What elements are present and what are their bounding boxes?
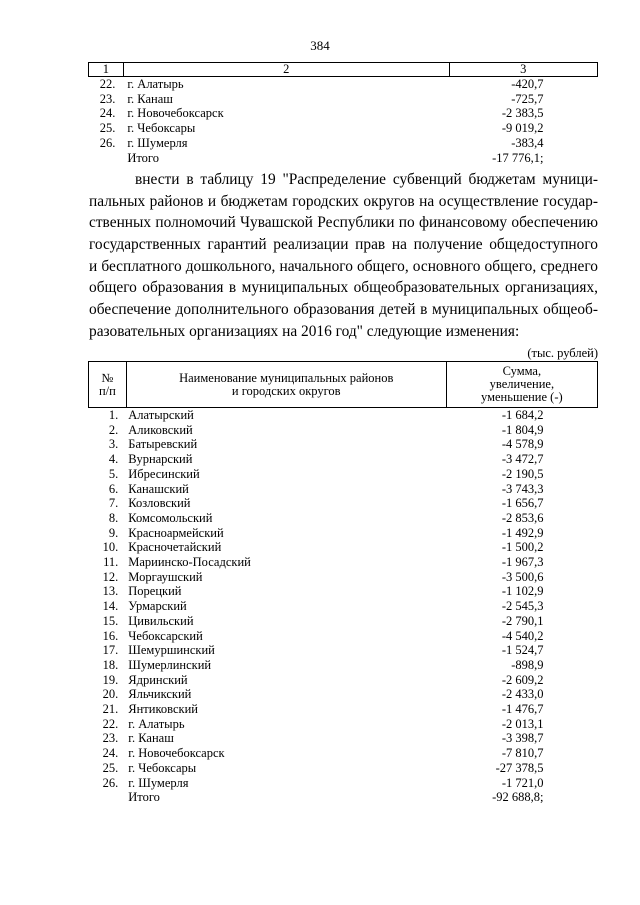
paragraph-line: ственных полномочий Чувашской Республики по финансовому обеспечению [89, 214, 598, 232]
row-name: г. Шумерля [127, 135, 188, 150]
table-row [89, 92, 598, 107]
header-number-text: № п/п [98, 370, 116, 398]
table-row [89, 555, 598, 570]
row-number: 22. [99, 77, 116, 91]
row-number: 1. [108, 408, 119, 422]
row-name: Ибресинский [128, 466, 200, 481]
row-name: г. Новочебоксарск [127, 106, 224, 121]
row-name: г. Новочебоксарск [128, 746, 225, 761]
column-header-1: 1 [89, 63, 124, 77]
table-row [89, 687, 598, 702]
table-row [89, 437, 598, 452]
row-amount: -725,7 [511, 91, 544, 106]
column-header-name [126, 362, 446, 408]
paragraph-line: разовательных организациях на 2016 год" следующие изменения: [89, 322, 520, 340]
row-amount: -4 540,2 [501, 628, 544, 643]
row-name: Шемуршинский [128, 643, 215, 658]
table-row [89, 614, 598, 629]
row-number: 23. [102, 731, 119, 746]
column-header-3: 3 [449, 63, 597, 77]
column-header-number [89, 362, 127, 408]
table-row [89, 121, 598, 136]
row-number: 26. [99, 135, 116, 150]
row-name: Янтиковский [128, 702, 198, 717]
row-number: 19. [102, 672, 119, 687]
table-row [89, 746, 598, 761]
row-amount: -2 433,0 [501, 687, 544, 702]
table-header-row [89, 63, 598, 77]
paragraph-line: пальных районов и бюджетам городских округов на осуществление государ- [89, 192, 598, 210]
paragraph-line: внести в таблицу 19 "Распределение субвенций бюджетам муници- [135, 171, 598, 188]
table-row [89, 629, 598, 644]
column-header-amount [446, 362, 597, 408]
row-amount: -3 743,3 [501, 481, 544, 496]
row-amount: -898,9 [511, 657, 544, 672]
row-name: Канашский [128, 481, 189, 496]
row-amount: -1 684,2 [501, 408, 544, 422]
row-amount: -17 776,1; [492, 150, 544, 165]
table-row [89, 570, 598, 585]
row-amount: -1 476,7 [501, 702, 544, 717]
subventions-table [88, 361, 598, 805]
row-number: 7. [108, 496, 119, 511]
paragraph-line: и бесплатного дошкольного, начального общего, основного общего, среднего [89, 257, 598, 275]
row-name: Красночетайский [128, 540, 222, 555]
row-amount: -1 721,0 [501, 775, 544, 790]
row-number: 25. [102, 760, 119, 775]
total-row [89, 151, 598, 166]
table-row [89, 761, 598, 776]
table-row [89, 776, 598, 791]
row-name: Итого [128, 790, 160, 805]
paragraph-line: обеспечение дополнительного образования детей в муниципальных общеоб- [89, 301, 598, 319]
table-row [89, 584, 598, 599]
row-amount: -2 190,5 [501, 466, 544, 481]
row-name: Цивильский [128, 613, 194, 628]
row-name: Вурнарский [128, 452, 193, 467]
row-number: 23. [99, 91, 116, 106]
table-row [89, 423, 598, 438]
row-name: г. Канаш [128, 731, 174, 746]
row-number: 8. [108, 510, 119, 525]
row-name: Козловский [128, 496, 191, 511]
units-label: (тыс. рублей) [527, 346, 598, 360]
table-row [89, 106, 598, 121]
row-number: 6. [108, 481, 119, 496]
table-row [89, 467, 598, 482]
row-number: 12. [102, 569, 119, 584]
row-number: 20. [102, 687, 119, 702]
row-number: 11. [103, 555, 119, 570]
row-amount: -2 609,2 [501, 672, 544, 687]
row-name: Чебоксарский [128, 628, 203, 643]
row-amount: -7 810,7 [501, 746, 544, 761]
row-amount: -383,4 [511, 135, 544, 150]
table-row [89, 658, 598, 673]
row-amount: -9 019,2 [501, 121, 544, 136]
row-name: Комсомольский [128, 510, 213, 525]
row-number: 14. [102, 599, 119, 614]
table-row [89, 673, 598, 688]
row-number: 5. [108, 466, 119, 481]
row-name: Шумерлинский [128, 657, 212, 672]
table-row [89, 77, 598, 92]
table-header-row [89, 362, 598, 408]
row-number: 15. [102, 613, 119, 628]
row-amount: -1 656,7 [501, 496, 544, 511]
row-amount: -1 524,7 [501, 643, 544, 658]
row-name: Аликовский [128, 422, 193, 437]
row-number: 22. [102, 716, 119, 731]
row-amount: -2 383,5 [501, 106, 544, 121]
total-row [89, 790, 598, 805]
row-amount: -2 853,6 [501, 510, 544, 525]
row-name: Батыревский [128, 437, 198, 452]
row-amount: -1 804,9 [501, 422, 544, 437]
table-row [89, 526, 598, 541]
table-row [89, 496, 598, 511]
table-row [89, 643, 598, 658]
row-amount: -1 500,2 [501, 540, 544, 555]
row-number: 4. [108, 452, 119, 467]
row-name: Красноармейский [128, 525, 224, 540]
table-row [89, 408, 598, 423]
row-number: 2. [108, 422, 119, 437]
row-amount: -1 102,9 [501, 584, 544, 599]
row-amount: -1 967,3 [501, 555, 544, 570]
paragraph-line: общего образования в муниципальных общеобразовательных организациях, [89, 279, 598, 297]
row-number: 10. [102, 540, 119, 555]
table-row [89, 702, 598, 717]
row-name: г. Алатырь [128, 716, 185, 731]
table-row [89, 136, 598, 151]
row-number [89, 151, 124, 166]
row-amount: -27 378,5 [495, 760, 544, 775]
table-row [89, 717, 598, 732]
table-row [89, 731, 598, 746]
row-amount: -3 500,6 [501, 569, 544, 584]
row-name: г. Чебоксары [128, 760, 197, 775]
row-name: Порецкий [128, 584, 182, 599]
header-amount-text: Сумма, увеличение, уменьшение (-) [481, 364, 563, 404]
row-number: 3. [108, 437, 119, 452]
row-name: Урмарский [128, 599, 187, 614]
page-number: 384 [310, 38, 330, 53]
row-name: Мариинско-Посадский [128, 555, 251, 570]
header-name-text: Наименование муниципальных районов и городских округов [179, 370, 394, 398]
row-name: г. Чебоксары [127, 121, 196, 136]
row-number: 13. [102, 584, 119, 599]
row-name: Ядринский [128, 672, 188, 687]
amendment-paragraph [89, 169, 598, 343]
table-row [89, 482, 598, 497]
row-number [89, 790, 127, 805]
row-number: 17. [102, 643, 119, 658]
row-number: 21. [102, 702, 119, 717]
row-number: 26. [102, 775, 119, 790]
row-amount: -420,7 [511, 77, 544, 91]
table-row [89, 599, 598, 614]
row-number: 24. [99, 106, 116, 121]
row-name: Моргаушский [128, 569, 203, 584]
table-row [89, 511, 598, 526]
row-amount: -2 013,1 [501, 716, 544, 731]
row-amount: -2 545,3 [501, 599, 544, 614]
row-number: 25. [99, 121, 116, 136]
paragraph-line: государственных гарантий реализации прав на получение общедоступного [89, 236, 598, 254]
row-number: 9. [108, 525, 119, 540]
table-row [89, 540, 598, 555]
row-amount: -4 578,9 [501, 437, 544, 452]
row-name: г. Канаш [127, 91, 173, 106]
table-continuation [88, 62, 598, 165]
row-amount: -3 398,7 [501, 731, 544, 746]
column-header-2: 2 [123, 63, 449, 77]
row-name: г. Алатырь [127, 77, 184, 91]
row-amount: -2 790,1 [501, 613, 544, 628]
row-amount: -92 688,8; [492, 790, 544, 805]
row-name: Яльчикский [128, 687, 192, 702]
row-number: 24. [102, 746, 119, 761]
row-number: 16. [102, 628, 119, 643]
row-name: Итого [127, 150, 159, 165]
row-name: Алатырский [128, 408, 194, 422]
row-name: г. Шумерля [128, 775, 189, 790]
row-amount: -1 492,9 [501, 525, 544, 540]
row-number: 18. [102, 657, 119, 672]
row-amount: -3 472,7 [501, 452, 544, 467]
table-row [89, 452, 598, 467]
